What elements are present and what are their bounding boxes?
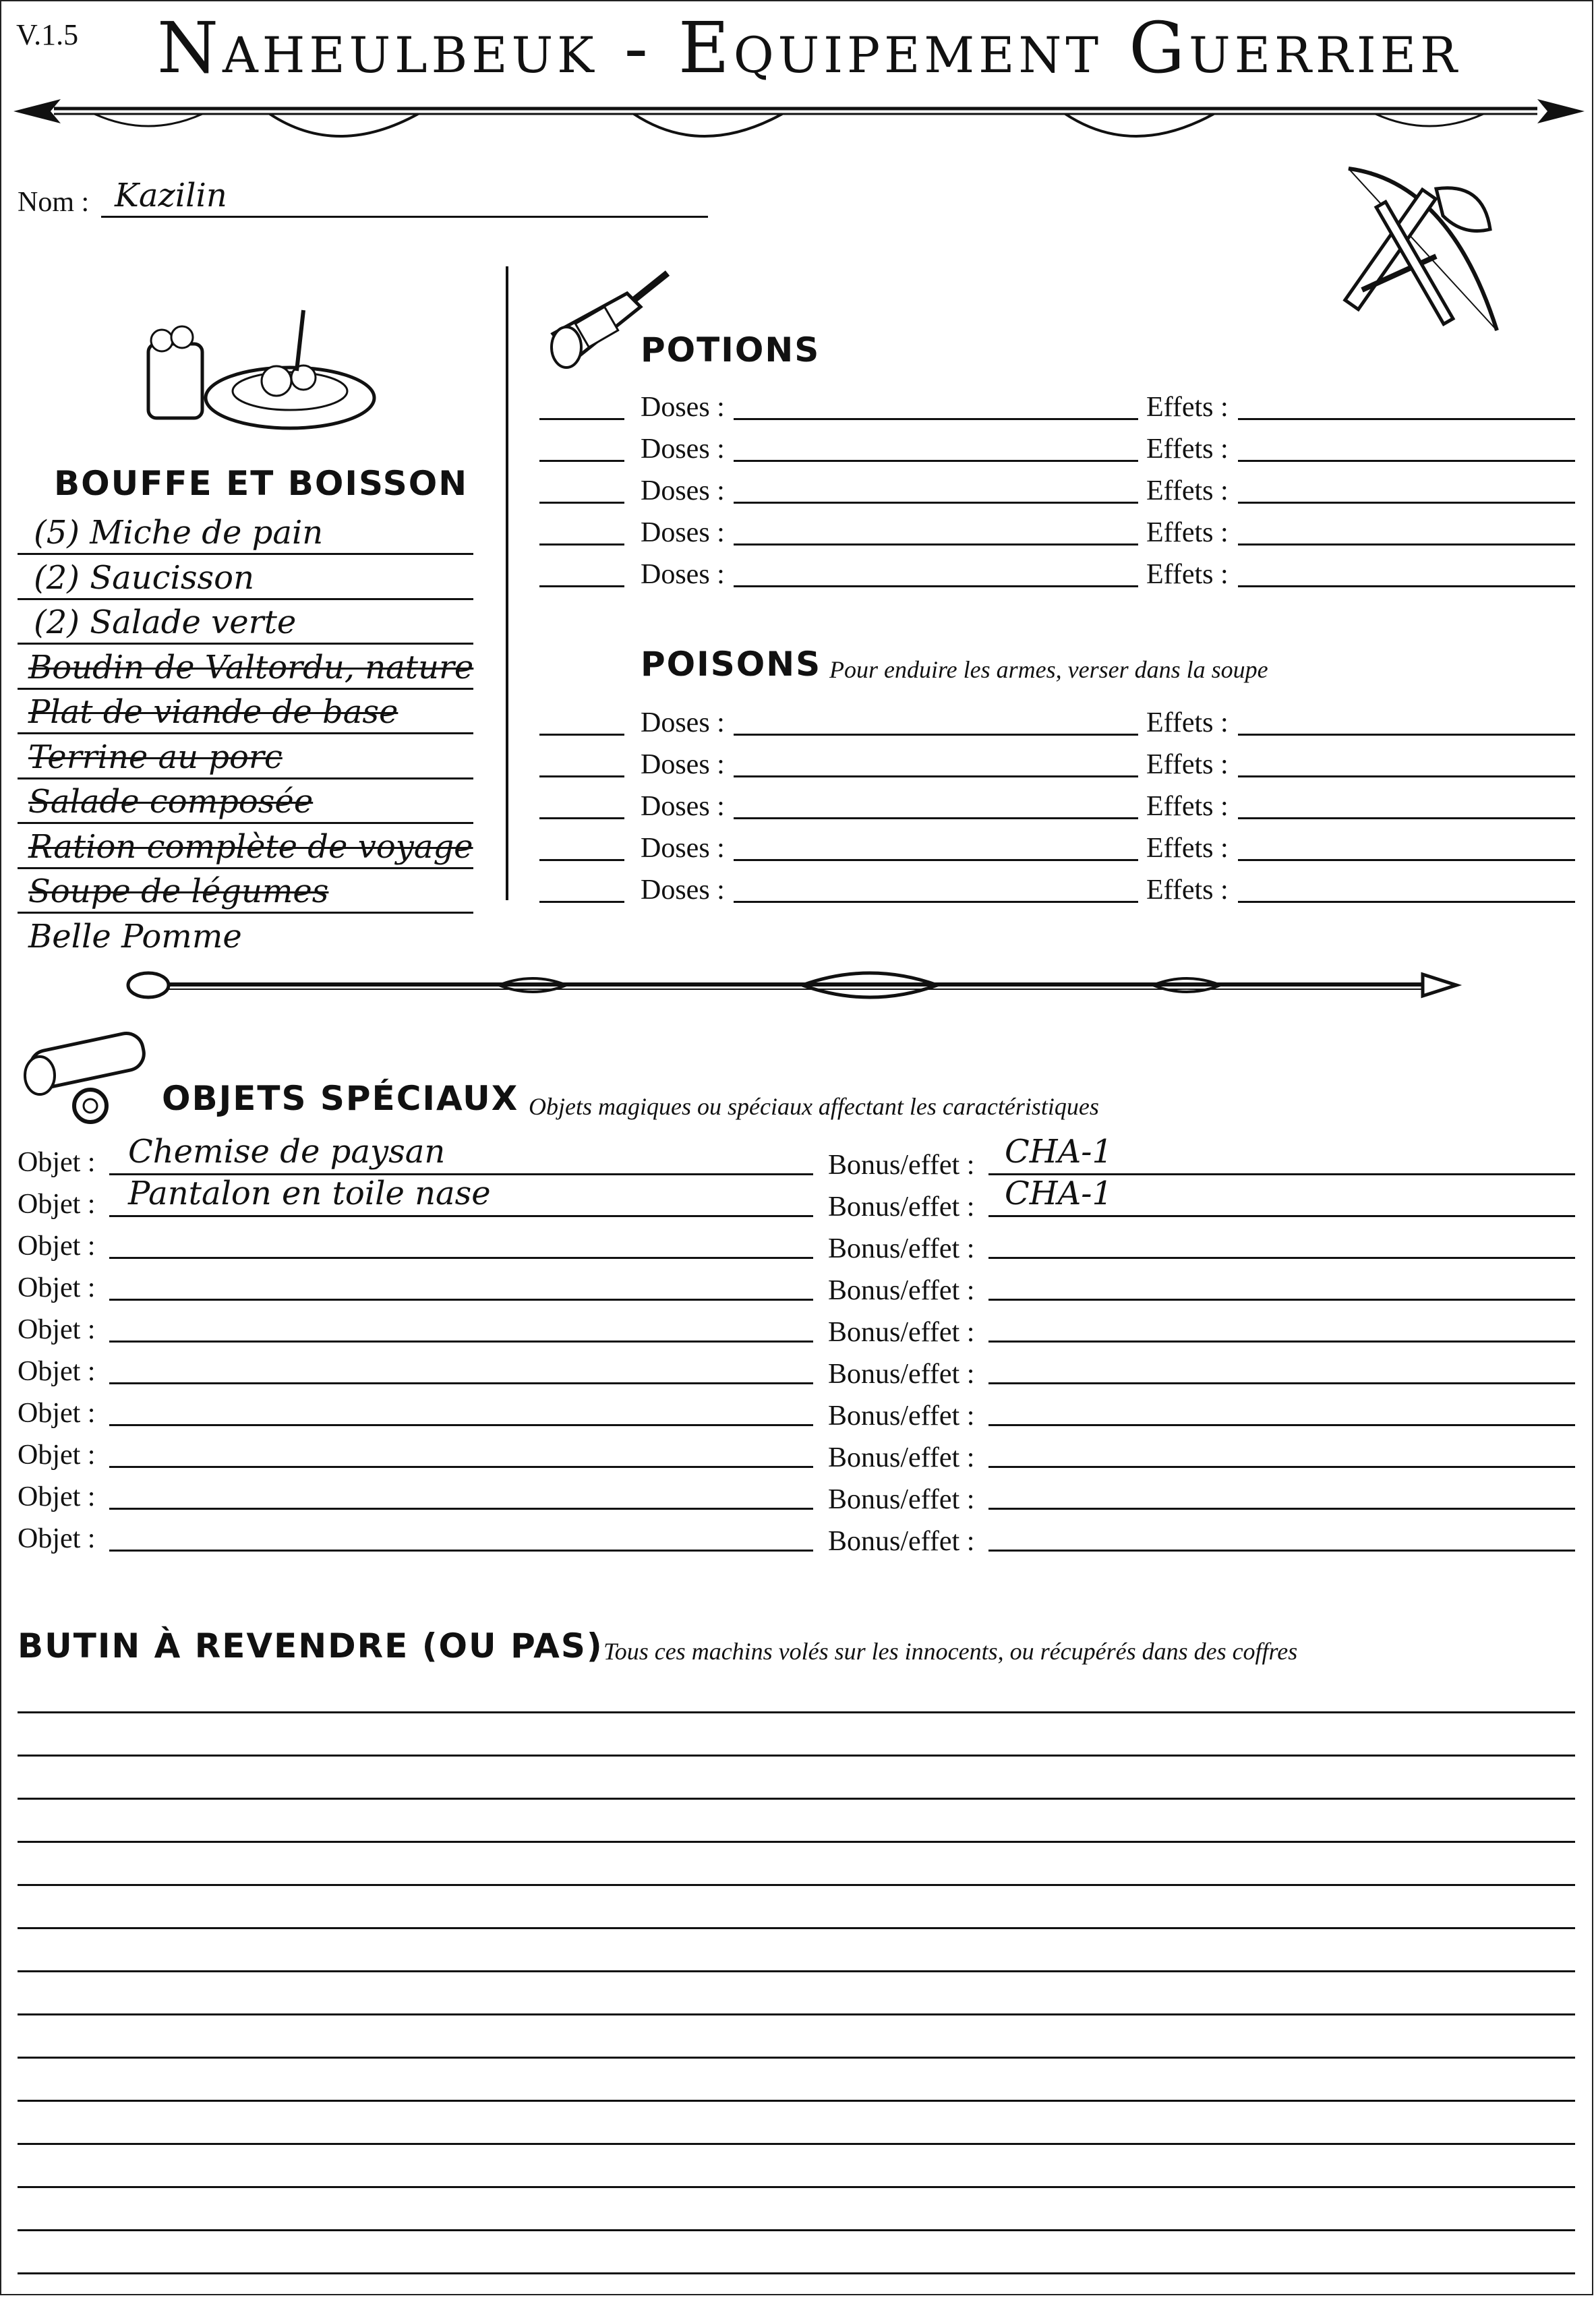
bonus-line[interactable] [988, 1257, 1575, 1259]
objet-label: Objet : [18, 1272, 96, 1303]
dose-count-line[interactable] [539, 901, 624, 903]
doses-label: Doses : [641, 392, 725, 423]
column-divider [506, 266, 508, 900]
dose-count-line[interactable] [539, 859, 624, 861]
bonus-label: Bonus/effet : [828, 1484, 975, 1515]
objet-line[interactable] [109, 1215, 813, 1217]
food-line [18, 598, 473, 600]
doses-line[interactable] [734, 543, 1138, 546]
effets-label: Effets : [1146, 749, 1229, 780]
effets-label: Effets : [1146, 392, 1229, 423]
objet-line[interactable] [109, 1340, 813, 1343]
food-item[interactable]: Salade composée [28, 783, 314, 821]
loot-line[interactable] [18, 1711, 1575, 1713]
effets-line[interactable] [1238, 859, 1575, 861]
bonus-line[interactable] [988, 1382, 1575, 1384]
effets-line[interactable] [1238, 418, 1575, 420]
food-item[interactable]: Boudin de Valtordu, nature [28, 648, 474, 686]
objet-value[interactable]: Pantalon en toile nase [128, 1175, 491, 1212]
bonus-line[interactable] [988, 1340, 1575, 1343]
objet-value[interactable]: Chemise de paysan [128, 1133, 446, 1171]
food-line [18, 822, 473, 824]
loot-heading: BUTIN À REVENDRE (OU PAS) [18, 1626, 603, 1666]
dose-count-line[interactable] [539, 734, 624, 736]
doses-label: Doses : [641, 749, 725, 780]
dose-count-line[interactable] [539, 502, 624, 504]
bonus-label: Bonus/effet : [828, 1401, 975, 1432]
bonus-line[interactable] [988, 1299, 1575, 1301]
doses-line[interactable] [734, 585, 1138, 587]
food-plate-icon [135, 303, 378, 438]
effets-label: Effets : [1146, 875, 1229, 906]
food-line [18, 732, 473, 734]
bonus-line[interactable] [988, 1466, 1575, 1468]
dose-count-line[interactable] [539, 817, 624, 819]
effets-line[interactable] [1238, 775, 1575, 777]
doses-line[interactable] [734, 775, 1138, 777]
name-line [101, 216, 708, 218]
food-line [18, 553, 473, 555]
doses-label: Doses : [641, 707, 725, 738]
loot-line[interactable] [18, 1798, 1575, 1800]
bonus-label: Bonus/effet : [828, 1442, 975, 1473]
doses-label: Doses : [641, 559, 725, 590]
staff-divider-icon [128, 961, 1463, 1008]
food-heading: BOUFFE ET BOISSON [54, 464, 469, 503]
bonus-label: Bonus/effet : [828, 1317, 975, 1348]
food-item[interactable]: Ration complète de voyage [28, 827, 473, 866]
dose-count-line[interactable] [539, 418, 624, 420]
effets-line[interactable] [1238, 460, 1575, 462]
potions-heading: POTIONS [641, 330, 821, 370]
poisons-subtitle: Pour enduire les armes, verser dans la soupe [829, 656, 1268, 683]
bonus-label: Bonus/effet : [828, 1526, 975, 1557]
food-line [18, 912, 473, 914]
loot-line[interactable] [18, 1884, 1575, 1886]
objet-label: Objet : [18, 1231, 96, 1262]
effets-label: Effets : [1146, 833, 1229, 864]
effets-line[interactable] [1238, 901, 1575, 903]
objet-label: Objet : [18, 1481, 96, 1512]
loot-line[interactable] [18, 2186, 1575, 2188]
bonus-value[interactable]: CHA-1 [1005, 1175, 1113, 1212]
bonus-value[interactable]: CHA-1 [1005, 1133, 1113, 1171]
doses-label: Doses : [641, 833, 725, 864]
food-line [18, 643, 473, 645]
page-title: Naheulbeuk - Equipement Guerrier [156, 7, 1461, 89]
bonus-line[interactable] [988, 1215, 1575, 1217]
food-item[interactable]: Plat de viande de base [28, 693, 398, 731]
name-value[interactable]: Kazilin [115, 177, 227, 214]
effets-line[interactable] [1238, 585, 1575, 587]
effets-label: Effets : [1146, 517, 1229, 548]
loot-line[interactable] [18, 2100, 1575, 2102]
objet-line[interactable] [109, 1424, 813, 1426]
version-label: V.1.5 [16, 18, 79, 51]
poisons-heading: POISONS [641, 645, 822, 684]
food-item[interactable]: (2) Salade verte [34, 603, 297, 641]
food-line [18, 688, 473, 690]
food-item[interactable]: Soupe de légumes [28, 873, 329, 910]
dose-count-line[interactable] [539, 775, 624, 777]
objet-line[interactable] [109, 1466, 813, 1468]
objet-line[interactable] [109, 1550, 813, 1552]
objet-line[interactable] [109, 1382, 813, 1384]
objet-label: Objet : [18, 1398, 96, 1429]
objet-line[interactable] [109, 1257, 813, 1259]
objet-label: Objet : [18, 1523, 96, 1554]
objet-line[interactable] [109, 1299, 813, 1301]
effets-line[interactable] [1238, 502, 1575, 504]
bonus-label: Bonus/effet : [828, 1275, 975, 1306]
loot-line[interactable] [18, 1841, 1575, 1843]
special-heading: OBJETS SPÉCIAUX [162, 1079, 519, 1118]
dose-count-line[interactable] [539, 460, 624, 462]
spear-divider-icon [13, 84, 1585, 145]
loot-line[interactable] [18, 2057, 1575, 2059]
doses-label: Doses : [641, 517, 725, 548]
food-item[interactable]: (2) Saucisson [34, 558, 254, 597]
bonus-label: Bonus/effet : [828, 1359, 975, 1390]
doses-label: Doses : [641, 791, 725, 822]
bonus-line[interactable] [988, 1550, 1575, 1552]
effets-label: Effets : [1146, 434, 1229, 465]
doses-line[interactable] [734, 418, 1138, 420]
doses-line[interactable] [734, 901, 1138, 903]
objet-label: Objet : [18, 1189, 96, 1220]
loot-line[interactable] [18, 2229, 1575, 2231]
doses-label: Doses : [641, 475, 725, 506]
food-item[interactable]: (5) Miche de pain [34, 514, 324, 552]
bonus-label: Bonus/effet : [828, 1150, 975, 1181]
food-line [18, 777, 473, 779]
loot-line[interactable] [18, 2013, 1575, 2015]
loot-line[interactable] [18, 2272, 1575, 2274]
effets-line[interactable] [1238, 817, 1575, 819]
name-label: Nom : [18, 187, 90, 218]
effets-line[interactable] [1238, 734, 1575, 736]
effets-label: Effets : [1146, 475, 1229, 506]
bonus-label: Bonus/effet : [828, 1233, 975, 1264]
objet-label: Objet : [18, 1147, 96, 1178]
dose-count-line[interactable] [539, 585, 624, 587]
effets-label: Effets : [1146, 707, 1229, 738]
bonus-line[interactable] [988, 1508, 1575, 1510]
doses-line[interactable] [734, 734, 1138, 736]
doses-label: Doses : [641, 434, 725, 465]
dose-count-line[interactable] [539, 543, 624, 546]
doses-label: Doses : [641, 875, 725, 906]
food-item[interactable]: Terrine au porc [28, 738, 283, 776]
objet-label: Objet : [18, 1314, 96, 1345]
special-subtitle: Objets magiques ou spéciaux affectant les caractéristiques [529, 1093, 1099, 1120]
objet-line[interactable] [109, 1508, 813, 1510]
loot-line[interactable] [18, 1970, 1575, 1972]
effets-label: Effets : [1146, 791, 1229, 822]
loot-subtitle: Tous ces machins volés sur les innocents, ou récupérés dans des coffres [603, 1638, 1298, 1665]
objet-label: Objet : [18, 1440, 96, 1471]
loot-line[interactable] [18, 1755, 1575, 1757]
scroll-ring-icon [16, 1028, 158, 1129]
food-line [18, 867, 473, 869]
food-item[interactable]: Belle Pomme [28, 917, 242, 955]
doses-line[interactable] [734, 859, 1138, 861]
bonus-label: Bonus/effet : [828, 1191, 975, 1222]
doses-line[interactable] [734, 460, 1138, 462]
weapons-crossed-icon [1328, 155, 1524, 344]
objet-label: Objet : [18, 1356, 96, 1387]
loot-line[interactable] [18, 1927, 1575, 1929]
doses-line[interactable] [734, 502, 1138, 504]
bonus-line[interactable] [988, 1424, 1575, 1426]
doses-line[interactable] [734, 817, 1138, 819]
loot-line[interactable] [18, 2143, 1575, 2145]
effets-line[interactable] [1238, 543, 1575, 546]
effets-label: Effets : [1146, 559, 1229, 590]
